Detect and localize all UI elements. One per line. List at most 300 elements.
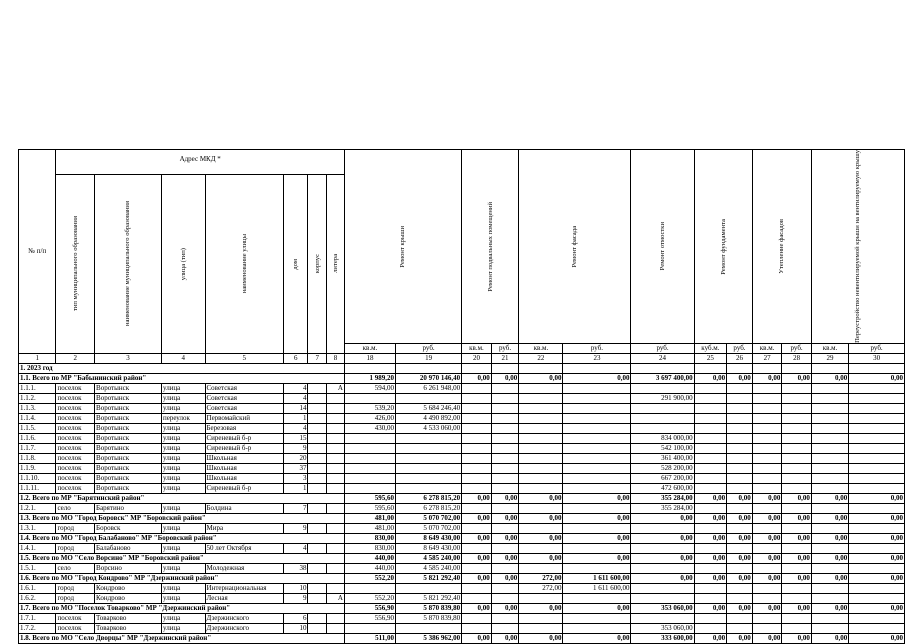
address-cell: Воротынск	[95, 393, 162, 403]
year-label: 1. 2023 год	[19, 363, 345, 373]
header-c6-label: дом	[292, 258, 300, 270]
value-cell	[849, 423, 905, 433]
address-cell: Товарково	[95, 623, 162, 633]
value-cell	[811, 453, 848, 463]
empty-cell	[752, 363, 782, 373]
address-cell: Школьная	[205, 473, 283, 483]
subtotal-value: 0,00	[563, 553, 631, 563]
subtotal-value: 0,00	[462, 533, 492, 543]
value-cell	[563, 453, 631, 463]
row-number: 1.7.1.	[19, 613, 56, 623]
subtotal-value: 0,00	[563, 493, 631, 503]
address-cell	[327, 503, 345, 513]
header-reroof	[811, 150, 904, 344]
subtotal-value: 0,00	[491, 493, 519, 503]
value-cell	[727, 413, 753, 423]
header-c4-label: улица (тип)	[179, 247, 187, 281]
value-cell	[752, 423, 782, 433]
value-cell	[631, 563, 694, 573]
subtotal-label: 1.4. Всего по МО "Город Балабаново" МР "Боровский район"	[19, 533, 345, 543]
value-cell	[727, 383, 753, 393]
value-cell	[462, 613, 492, 623]
column-number: 21	[491, 353, 519, 363]
value-cell	[849, 443, 905, 453]
address-cell: Воротынск	[95, 413, 162, 423]
address-cell	[327, 563, 345, 573]
value-cell	[344, 393, 395, 403]
header-c2	[56, 175, 95, 354]
address-cell	[327, 423, 345, 433]
header-address: Адрес МКД *	[56, 150, 344, 175]
header-c8-label: литера	[331, 254, 339, 274]
value-cell	[782, 413, 811, 423]
value-cell	[811, 443, 848, 453]
value-cell	[694, 443, 727, 453]
value-cell	[752, 383, 782, 393]
address-cell: улица	[162, 523, 206, 533]
value-cell	[811, 613, 848, 623]
header-insulation	[752, 150, 811, 344]
row-number: 1.1.9.	[19, 463, 56, 473]
address-cell: Кондрово	[95, 583, 162, 593]
table-row	[19, 413, 905, 423]
value-cell	[491, 523, 519, 533]
row-number: 1.1.2.	[19, 393, 56, 403]
value-cell	[694, 623, 727, 633]
column-number: 26	[727, 353, 753, 363]
value-cell	[694, 563, 727, 573]
address-cell: улица	[162, 593, 206, 603]
subtotal-value: 5 870 839,80	[396, 603, 462, 613]
address-cell	[308, 383, 327, 393]
header-c2-label: тип муниципального образования	[71, 216, 79, 312]
address-cell: 7	[283, 503, 307, 513]
subtotal-value: 0,00	[811, 493, 848, 503]
value-cell	[462, 403, 492, 413]
address-cell	[327, 463, 345, 473]
value-cell	[462, 523, 492, 533]
value-cell	[752, 583, 782, 593]
subtotal-value: 0,00	[519, 553, 563, 563]
value-cell	[519, 563, 563, 573]
address-cell: 10	[283, 583, 307, 593]
value-cell	[811, 403, 848, 413]
header-c3	[95, 175, 162, 354]
subtotal-value: 1 989,20	[344, 373, 395, 383]
address-cell: поселок	[56, 393, 95, 403]
subtotal-value: 0,00	[811, 513, 848, 523]
value-cell	[694, 543, 727, 553]
value-cell	[752, 623, 782, 633]
value-cell	[344, 433, 395, 443]
value-cell	[462, 413, 492, 423]
subtotal-value: 0,00	[519, 533, 563, 543]
address-cell: Барятино	[95, 503, 162, 513]
value-cell: 481,00	[344, 523, 395, 533]
subtotal-value: 556,90	[344, 603, 395, 613]
row-number: 1.6.2.	[19, 593, 56, 603]
address-cell: 4	[283, 383, 307, 393]
address-cell: 6	[283, 613, 307, 623]
value-cell	[344, 483, 395, 493]
value-cell	[563, 613, 631, 623]
value-cell	[491, 543, 519, 553]
row-number: 1.1.8.	[19, 453, 56, 463]
address-cell: город	[56, 593, 95, 603]
address-cell: Молодежная	[205, 563, 283, 573]
address-cell: 3	[283, 473, 307, 483]
empty-cell	[519, 363, 563, 373]
subtotal-value: 0,00	[491, 633, 519, 643]
value-cell	[519, 473, 563, 483]
subtotal-label: 1.5. Всего по МО "Село Ворсино" МР "Боровский район"	[19, 553, 345, 563]
value-cell	[396, 473, 462, 483]
address-cell: Товарково	[95, 613, 162, 623]
subtotal-value: 0,00	[563, 603, 631, 613]
address-cell: 1	[283, 413, 307, 423]
value-cell	[752, 563, 782, 573]
value-cell	[563, 543, 631, 553]
value-cell	[752, 463, 782, 473]
address-cell: 50 лет Октября	[205, 543, 283, 553]
subtotal-value: 0,00	[782, 553, 811, 563]
column-number: 4	[162, 353, 206, 363]
value-cell	[519, 453, 563, 463]
subtotal-value: 0,00	[727, 513, 753, 523]
address-cell	[327, 543, 345, 553]
address-cell: улица	[162, 543, 206, 553]
value-cell	[727, 583, 753, 593]
value-cell	[344, 473, 395, 483]
value-cell: 5 684 246,40	[396, 403, 462, 413]
address-cell: Кондрово	[95, 593, 162, 603]
subtotal-value: 0,00	[782, 603, 811, 613]
column-number: 6	[283, 353, 307, 363]
subtotal-value: 0,00	[519, 633, 563, 643]
value-cell	[849, 583, 905, 593]
value-cell	[694, 383, 727, 393]
subtotal-value: 0,00	[811, 553, 848, 563]
value-cell	[811, 413, 848, 423]
subtotal-value: 0,00	[491, 603, 519, 613]
value-cell	[694, 483, 727, 493]
value-cell	[727, 423, 753, 433]
value-cell	[519, 383, 563, 393]
table-row	[19, 583, 905, 593]
value-cell	[519, 393, 563, 403]
address-cell: поселок	[56, 403, 95, 413]
subtotal-value: 0,00	[849, 373, 905, 383]
row-number: 1.3.1.	[19, 523, 56, 533]
subtotal-value: 830,00	[344, 533, 395, 543]
address-cell: 20	[283, 453, 307, 463]
value-cell	[811, 463, 848, 473]
subtotal-value: 0,00	[631, 573, 694, 583]
address-cell: Сиреневый б-р	[205, 483, 283, 493]
value-cell	[694, 453, 727, 463]
unit-cell: кв.м.	[519, 343, 563, 353]
value-cell: 361 400,00	[631, 453, 694, 463]
value-cell	[727, 503, 753, 513]
header-c4	[162, 175, 206, 354]
subtotal-row	[19, 573, 905, 583]
table-row	[19, 393, 905, 403]
header-c3-label: наименование муниципального образования	[124, 201, 132, 327]
address-cell: Воротынск	[95, 423, 162, 433]
address-cell	[308, 423, 327, 433]
value-cell	[849, 393, 905, 403]
value-cell	[727, 463, 753, 473]
subtotal-value: 0,00	[727, 533, 753, 543]
value-cell	[849, 613, 905, 623]
subtotal-value: 0,00	[631, 553, 694, 563]
header-c5	[205, 175, 283, 354]
header-insulation-label: Утепление фасадов	[778, 219, 786, 274]
header-roof	[344, 150, 461, 344]
address-cell: город	[56, 543, 95, 553]
subtotal-row	[19, 373, 905, 383]
address-cell: Березовая	[205, 423, 283, 433]
value-cell	[519, 463, 563, 473]
address-cell: Первомайский	[205, 413, 283, 423]
unit-cell: кв.м.	[811, 343, 848, 353]
row-number: 1.1.5.	[19, 423, 56, 433]
column-numbers-row	[19, 353, 905, 363]
address-cell: Воротынск	[95, 453, 162, 463]
address-cell	[308, 623, 327, 633]
value-cell: 667 200,00	[631, 473, 694, 483]
value-cell	[752, 443, 782, 453]
address-cell: улица	[162, 503, 206, 513]
address-cell	[327, 453, 345, 463]
address-cell: улица	[162, 563, 206, 573]
subtotal-value: 0,00	[694, 373, 727, 383]
address-cell: поселок	[56, 613, 95, 623]
subtotal-value: 0,00	[727, 373, 753, 383]
value-cell	[563, 433, 631, 443]
value-cell	[782, 453, 811, 463]
value-cell	[694, 583, 727, 593]
header-foundation-label: Ремонт фундамента	[719, 218, 727, 275]
year-row	[19, 363, 905, 373]
value-cell	[491, 583, 519, 593]
address-cell: поселок	[56, 623, 95, 633]
value-cell	[727, 543, 753, 553]
value-cell	[491, 563, 519, 573]
value-cell	[782, 383, 811, 393]
value-cell	[727, 593, 753, 603]
value-cell	[782, 613, 811, 623]
row-number: 1.1.10.	[19, 473, 56, 483]
address-cell: поселок	[56, 473, 95, 483]
table-row	[19, 613, 905, 623]
value-cell	[782, 523, 811, 533]
address-cell	[327, 623, 345, 633]
subtotal-value: 0,00	[727, 603, 753, 613]
value-cell	[727, 623, 753, 633]
subtotal-value: 1 611 600,00	[563, 573, 631, 583]
address-cell: улица	[162, 443, 206, 453]
subtotal-value: 0,00	[727, 553, 753, 563]
subtotal-value: 0,00	[491, 533, 519, 543]
value-cell	[752, 453, 782, 463]
subtotal-value: 0,00	[849, 603, 905, 613]
address-cell: Балабаново	[95, 543, 162, 553]
value-cell	[344, 443, 395, 453]
value-cell	[491, 623, 519, 633]
subtotal-value: 0,00	[752, 533, 782, 543]
address-cell: Советская	[205, 403, 283, 413]
value-cell	[631, 613, 694, 623]
address-cell: поселок	[56, 413, 95, 423]
value-cell	[344, 463, 395, 473]
value-cell	[752, 393, 782, 403]
address-cell: А	[327, 593, 345, 603]
address-cell	[308, 593, 327, 603]
subtotal-value: 0,00	[782, 633, 811, 643]
value-cell	[694, 523, 727, 533]
subtotal-value: 0,00	[694, 573, 727, 583]
table-row	[19, 563, 905, 573]
value-cell: 595,60	[344, 503, 395, 513]
subtotal-value: 3 697 400,00	[631, 373, 694, 383]
row-number: 1.1.7.	[19, 443, 56, 453]
value-cell	[811, 423, 848, 433]
subtotal-value: 511,00	[344, 633, 395, 643]
value-cell	[782, 583, 811, 593]
value-cell	[344, 583, 395, 593]
table-row	[19, 403, 905, 413]
value-cell	[782, 543, 811, 553]
subtotal-value: 0,00	[694, 603, 727, 613]
value-cell	[462, 483, 492, 493]
value-cell	[344, 623, 395, 633]
value-cell	[519, 523, 563, 533]
address-cell: улица	[162, 453, 206, 463]
value-cell	[811, 483, 848, 493]
address-cell: 9	[283, 443, 307, 453]
address-cell: Воротынск	[95, 483, 162, 493]
value-cell	[563, 443, 631, 453]
column-number: 19	[396, 353, 462, 363]
address-cell: Воротынск	[95, 403, 162, 413]
value-cell	[727, 563, 753, 573]
value-cell	[462, 503, 492, 513]
subtotal-label: 1.2. Всего по МР "Барятинский район"	[19, 493, 345, 503]
value-cell	[782, 443, 811, 453]
value-cell: 1 611 600,00	[563, 583, 631, 593]
table-row	[19, 623, 905, 633]
value-cell	[462, 423, 492, 433]
address-cell	[308, 613, 327, 623]
address-cell: 15	[283, 433, 307, 443]
address-cell	[308, 393, 327, 403]
address-cell: 9	[283, 593, 307, 603]
empty-cell	[694, 363, 727, 373]
value-cell: 528 200,00	[631, 463, 694, 473]
subtotal-value: 0,00	[752, 373, 782, 383]
value-cell	[491, 453, 519, 463]
address-cell: переулок	[162, 413, 206, 423]
row-number: 1.4.1.	[19, 543, 56, 553]
header-foundation	[694, 150, 752, 344]
value-cell	[849, 403, 905, 413]
address-cell: село	[56, 563, 95, 573]
value-cell	[631, 423, 694, 433]
value-cell	[491, 463, 519, 473]
subtotal-label: 1.1. Всего по МР "Бабынинский район"	[19, 373, 345, 383]
value-cell	[491, 473, 519, 483]
subtotal-value: 0,00	[462, 553, 492, 563]
value-cell	[563, 563, 631, 573]
value-cell	[519, 503, 563, 513]
empty-cell	[396, 363, 462, 373]
value-cell	[519, 433, 563, 443]
value-cell	[727, 523, 753, 533]
value-cell	[631, 383, 694, 393]
table-row	[19, 423, 905, 433]
address-cell	[327, 433, 345, 443]
subtotal-value: 0,00	[752, 513, 782, 523]
value-cell	[344, 453, 395, 463]
header-basement-label: Ремонт подвальных помещений	[486, 201, 494, 292]
address-cell: Боровск	[95, 523, 162, 533]
header-c5-label: наименование улицы	[240, 234, 248, 294]
value-cell: 353 060,00	[631, 623, 694, 633]
address-cell: улица	[162, 423, 206, 433]
value-cell	[849, 453, 905, 463]
value-cell: 552,20	[344, 593, 395, 603]
header-facade	[519, 150, 631, 344]
value-cell: 5 070 702,00	[396, 523, 462, 533]
table-header	[19, 150, 905, 364]
address-cell: улица	[162, 583, 206, 593]
subtotal-value: 0,00	[563, 633, 631, 643]
value-cell: 5 821 292,40	[396, 593, 462, 603]
value-cell	[491, 393, 519, 403]
table-row	[19, 473, 905, 483]
value-cell	[752, 543, 782, 553]
subtotal-value: 0,00	[462, 573, 492, 583]
value-cell	[727, 453, 753, 463]
subtotal-value: 355 284,00	[631, 493, 694, 503]
row-number: 1.7.2.	[19, 623, 56, 633]
unit-cell: кв.м.	[462, 343, 492, 353]
subtotal-value: 0,00	[519, 603, 563, 613]
value-cell	[752, 613, 782, 623]
address-cell	[308, 523, 327, 533]
address-cell: улица	[162, 623, 206, 633]
address-cell: город	[56, 583, 95, 593]
value-cell	[631, 413, 694, 423]
subtotal-value: 5 386 962,00	[396, 633, 462, 643]
address-cell: улица	[162, 463, 206, 473]
value-cell: 426,00	[344, 413, 395, 423]
value-cell	[849, 463, 905, 473]
address-cell: поселок	[56, 483, 95, 493]
value-cell: 4 533 060,00	[396, 423, 462, 433]
value-cell	[519, 413, 563, 423]
subtotal-value: 595,60	[344, 493, 395, 503]
subtotal-label: 1.3. Всего по МО "Город Боровск" МР "Боровский район"	[19, 513, 345, 523]
row-number: 1.1.6.	[19, 433, 56, 443]
table-row	[19, 483, 905, 493]
address-cell	[308, 433, 327, 443]
value-cell	[462, 463, 492, 473]
subtotal-value: 0,00	[849, 493, 905, 503]
value-cell	[694, 473, 727, 483]
address-cell: поселок	[56, 453, 95, 463]
